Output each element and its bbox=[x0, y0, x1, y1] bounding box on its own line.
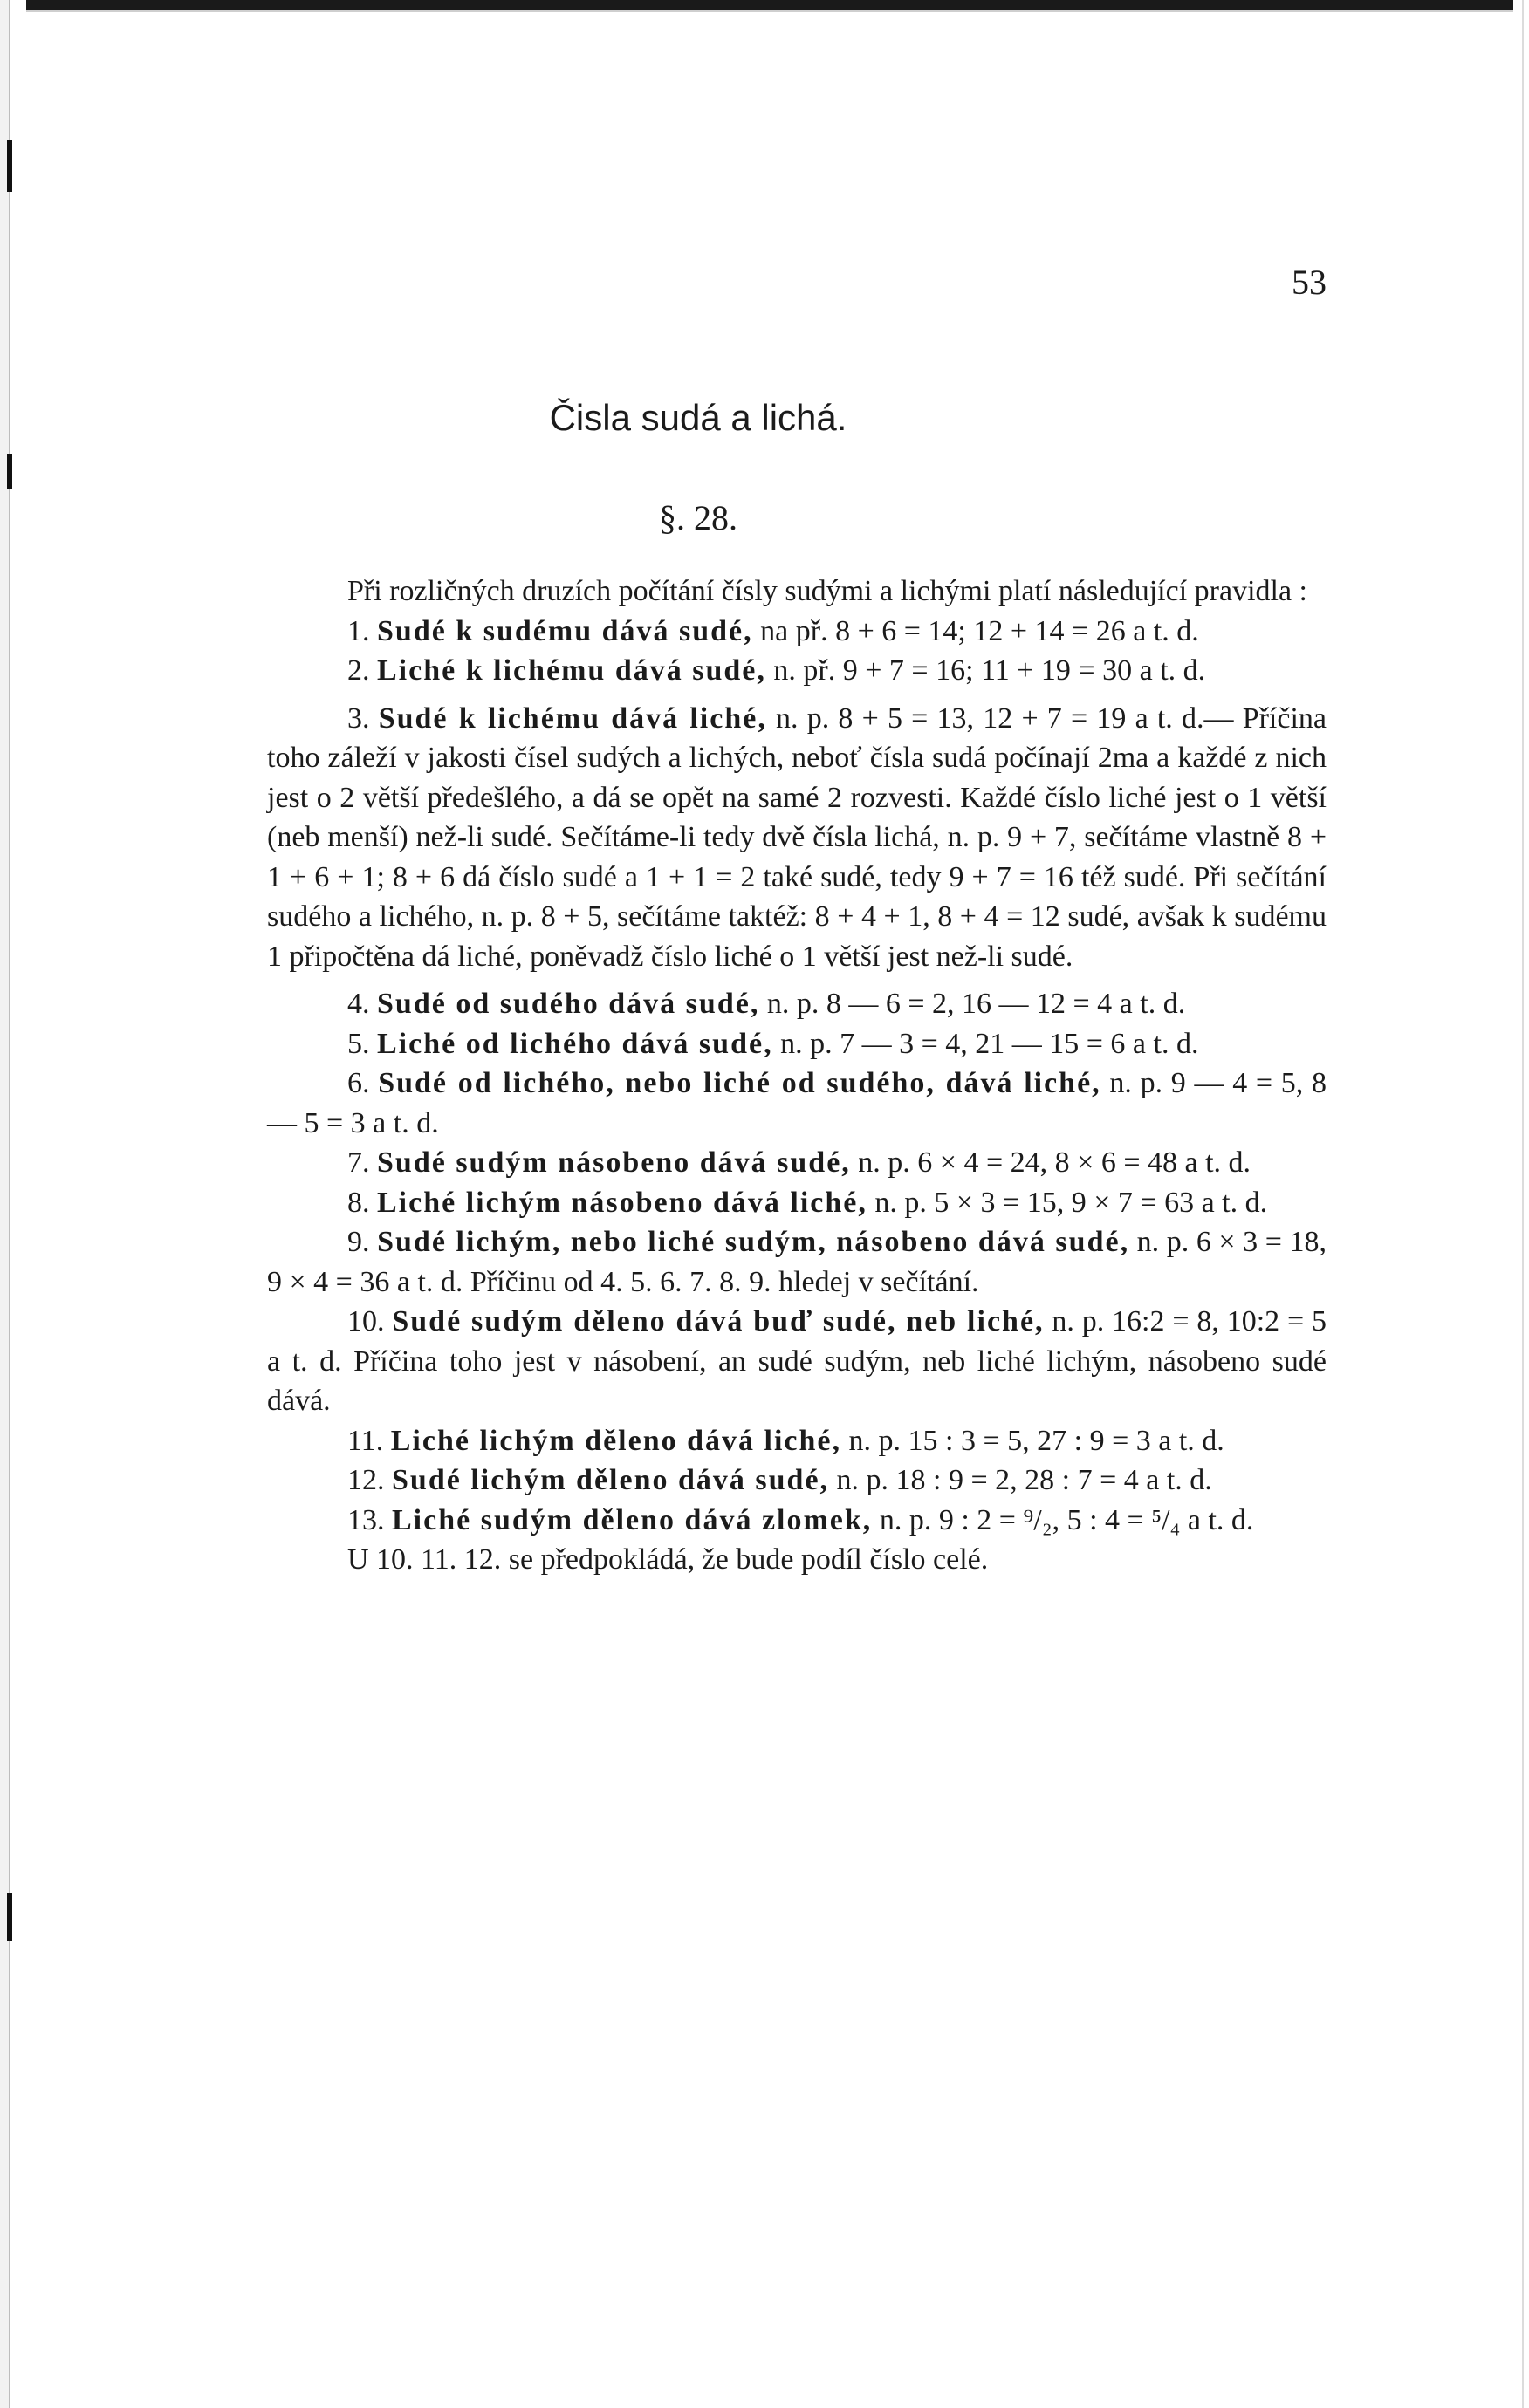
rule-7 bbox=[267, 1143, 1327, 1183]
rule-3 bbox=[267, 699, 1327, 977]
rule-examples: na př. 8 + 6 = 14; 12 + 14 = 26 a t. d. bbox=[752, 614, 1199, 647]
rule-examples: n. p. 6 × 3 = 18, 9 × 4 = 36 a t. d. Příčinu od 4. 5. 6. 7. 8. 9. hledej v sečítání. bbox=[267, 1226, 1327, 1298]
rule-2 bbox=[267, 651, 1327, 691]
section-number: §. 28. bbox=[659, 498, 737, 537]
rule-examples: n. p. 9 — 4 = 5, 8 — 5 = 3 a t. d. bbox=[267, 1067, 1327, 1139]
rule-examples: n. p. 8 + 5 = 13, 12 + 7 = 19 a t. d.— Příčina toho záleží v jakosti čísel sudých a lichých, neboť čísla sudá počínají 2ma a každé z nich jest o 2 větší předešlého, a dá se opět na samé 2 rozvesti. Každé číslo liché jest o 1 větší (neb menší) než-li sudé. Sečítáme-li tedy dvě čísla lichá, n. p. 9 + 7, sečítáme vlastně 8 + 1 + 6 + 1; 8 + 6 dá číslo sudé a 1 + 1 = 2 také sudé, tedy 9 + 7 = 16 též sudé. Při sečítání sudého a lichého, n. p. 8 + 5, sečítáme taktéž: 8 + 4 + 1, 8 + 4 = 12 sudé, avšak k sudému 1 připočtěna dá liché, poněvadž číslo liché o 1 větší jest než-li sudé. bbox=[267, 701, 1327, 973]
rule-examples: n. př. 9 + 7 = 16; 11 + 19 = 30 a t. d. bbox=[765, 654, 1206, 687]
rule-examples: n. p. 9 : 2 = ⁹/₂, 5 : 4 = ⁵/₄ a t. d. bbox=[872, 1503, 1254, 1536]
rule-number: 1. bbox=[347, 614, 370, 647]
rule-statement: Sudé od lichého, nebo liché od sudého, dává liché, bbox=[378, 1067, 1101, 1099]
rule-12 bbox=[267, 1461, 1327, 1501]
rule-number: 4. bbox=[347, 988, 370, 1020]
binding-mark bbox=[7, 1893, 12, 1941]
rule-number: 12. bbox=[347, 1464, 385, 1496]
rule-4 bbox=[267, 984, 1327, 1024]
rule-statement: Liché lichým děleno dává liché, bbox=[390, 1424, 842, 1457]
rule-13 bbox=[267, 1501, 1327, 1541]
rule-examples: n. p. 6 × 4 = 24, 8 × 6 = 48 a t. d. bbox=[850, 1146, 1251, 1179]
rule-number: 5. bbox=[347, 1027, 370, 1060]
rule-statement: Sudé lichým, nebo liché sudým, násobeno dává sudé, bbox=[377, 1226, 1130, 1258]
rule-statement: Sudé lichým děleno dává sudé, bbox=[392, 1464, 830, 1496]
rule-statement: Sudé sudým děleno dává buď sudé, neb liché, bbox=[392, 1305, 1045, 1337]
paragraph-text: Při rozličných druzích počítání čísly sudými a lichými platí následující pravidla : bbox=[347, 575, 1308, 607]
binding-mark bbox=[7, 140, 12, 192]
rule-examples: n. p. 8 — 6 = 2, 16 — 12 = 4 a t. d. bbox=[759, 988, 1186, 1020]
rule-examples: n. p. 7 — 3 = 4, 21 — 15 = 6 a t. d. bbox=[772, 1027, 1199, 1060]
rule-11 bbox=[267, 1421, 1327, 1461]
rule-number: 3. bbox=[347, 701, 370, 735]
rule-8 bbox=[267, 1183, 1327, 1223]
rule-5 bbox=[267, 1024, 1327, 1064]
rule-9 bbox=[267, 1222, 1327, 1302]
rule-examples: n. p. 15 : 3 = 5, 27 : 9 = 3 a t. d. bbox=[841, 1424, 1224, 1457]
scan-right-edge bbox=[1513, 0, 1529, 2408]
rule-statement: Liché lichým násobeno dává liché, bbox=[377, 1186, 867, 1219]
rule-statement: Sudé sudým násobeno dává sudé, bbox=[377, 1146, 851, 1179]
rule-number: 7. bbox=[347, 1146, 370, 1179]
rule-number: 10. bbox=[347, 1305, 385, 1337]
intro-paragraph bbox=[267, 571, 1327, 612]
body-text bbox=[267, 571, 1327, 1580]
rule-number: 9. bbox=[347, 1226, 370, 1258]
rule-statement: Sudé k sudému dává sudé, bbox=[377, 614, 753, 647]
rule-statement: Liché sudým děleno dává zlomek, bbox=[392, 1503, 873, 1536]
rule-10 bbox=[267, 1302, 1327, 1421]
rule-statement: Sudé od sudého dává sudé, bbox=[377, 988, 760, 1020]
rule-number: 11. bbox=[347, 1424, 384, 1457]
scan-top-edge bbox=[0, 0, 1529, 19]
rule-6 bbox=[267, 1064, 1327, 1143]
rule-number: 6. bbox=[347, 1067, 370, 1099]
closing-note bbox=[267, 1540, 1327, 1580]
rule-statement: Liché k lichému dává sudé, bbox=[377, 654, 766, 687]
chapter-title: Čisla sudá a lichá. bbox=[549, 397, 847, 438]
page-number: 53 bbox=[1292, 263, 1327, 302]
rule-number: 13. bbox=[347, 1503, 385, 1536]
rule-1 bbox=[267, 612, 1327, 652]
rule-examples: n. p. 18 : 9 = 2, 28 : 7 = 4 a t. d. bbox=[829, 1464, 1212, 1496]
rule-number: 2. bbox=[347, 654, 370, 687]
rule-examples: n. p. 16:2 = 8, 10:2 = 5 a t. d. Příčina toho jest v násobení, an sudé sudým, neb liché lichým, násobeno sudé dává. bbox=[267, 1305, 1327, 1417]
binding-mark bbox=[7, 454, 12, 489]
scan-left-edge bbox=[0, 0, 26, 2408]
rule-examples: n. p. 5 × 3 = 15, 9 × 7 = 63 a t. d. bbox=[867, 1186, 1268, 1219]
paragraph-text: U 10. 11. 12. se předpokládá, že bude podíl číslo celé. bbox=[347, 1543, 989, 1576]
rule-statement: Sudé k lichému dává liché, bbox=[378, 701, 767, 735]
rule-number: 8. bbox=[347, 1186, 370, 1219]
rule-statement: Liché od lichého dává sudé, bbox=[377, 1027, 773, 1060]
